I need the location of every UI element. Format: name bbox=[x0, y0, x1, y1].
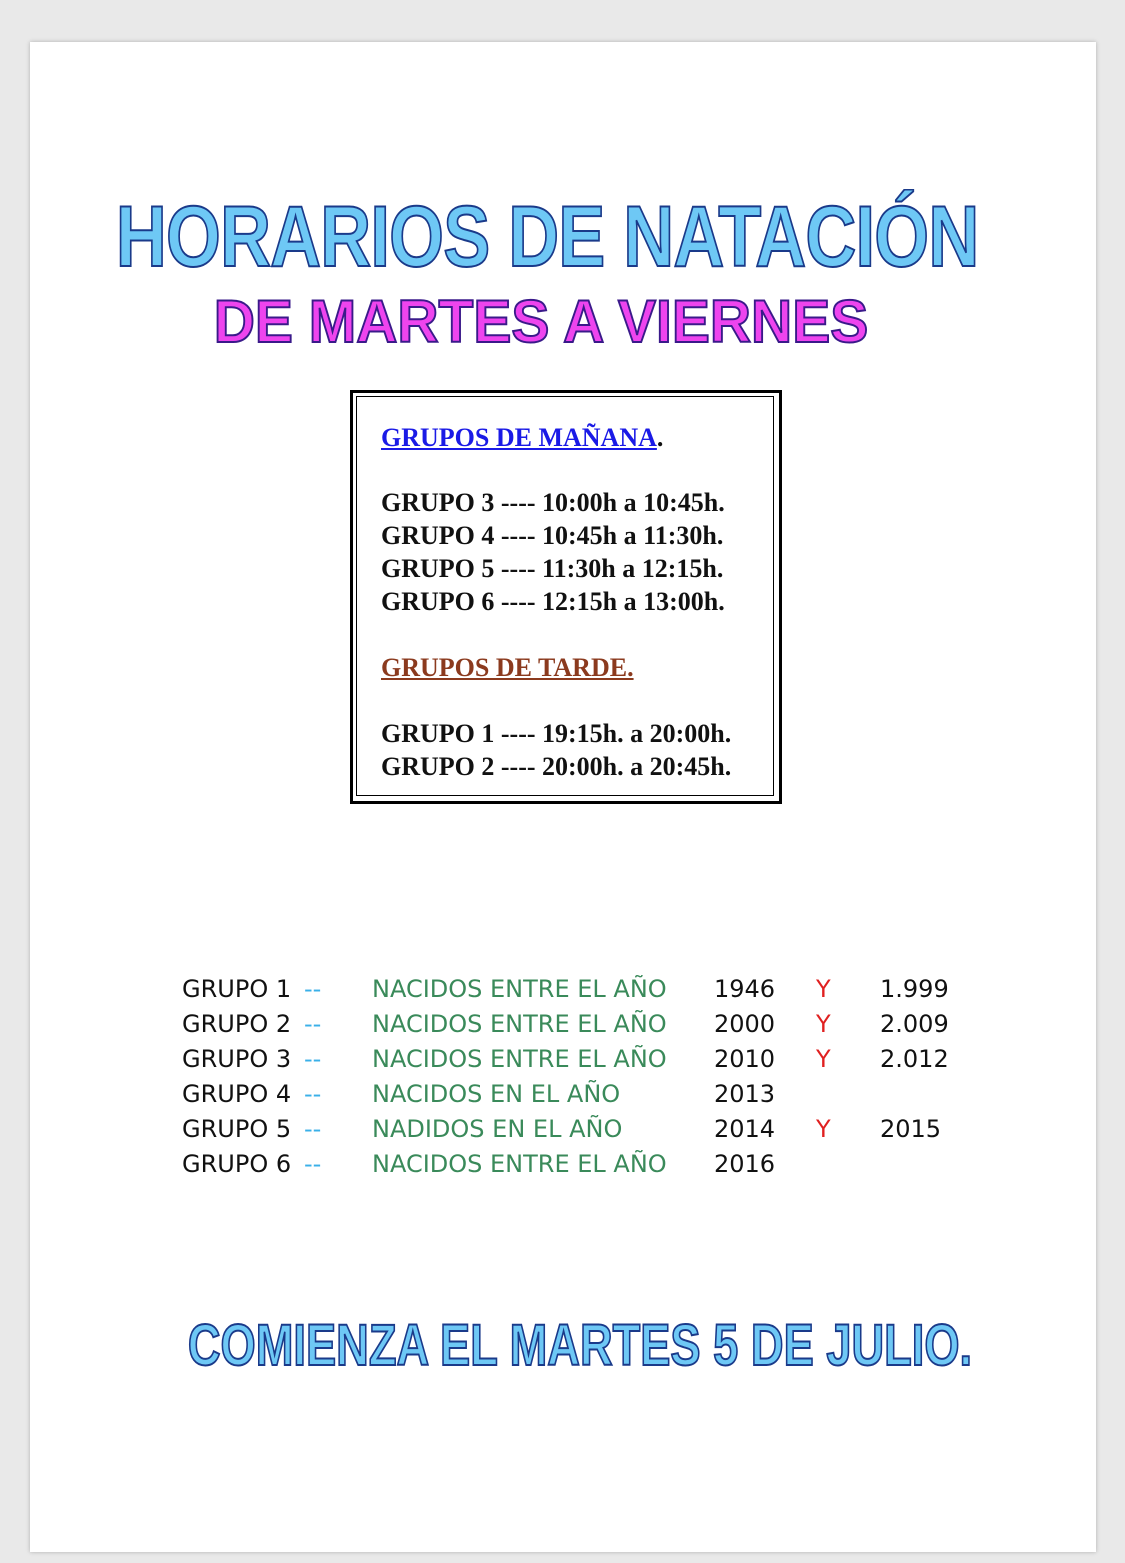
group-dash: -- bbox=[304, 1115, 322, 1143]
page-title: HORARIOS DE NATACIÓN bbox=[115, 189, 979, 285]
morning-heading-suffix: . bbox=[656, 423, 664, 452]
group-and: Y bbox=[816, 1010, 831, 1038]
group-name: GRUPO 2 bbox=[182, 1010, 292, 1038]
start-date-banner: COMIENZA EL MARTES 5 DE JULIO. bbox=[187, 1313, 973, 1378]
group-and: Y bbox=[816, 1045, 831, 1073]
group-name: GRUPO 4 bbox=[182, 1080, 292, 1108]
group-dash: -- bbox=[304, 1080, 322, 1108]
schedule-line: GRUPO 6 ---- 12:15h a 13:00h. bbox=[381, 587, 725, 616]
afternoon-heading: GRUPOS DE TARDE. bbox=[381, 653, 634, 682]
schedule-line: GRUPO 2 ---- 20:00h. a 20:45h. bbox=[381, 752, 732, 781]
group-year-start: 2016 bbox=[714, 1150, 776, 1178]
group-dash: -- bbox=[304, 1045, 322, 1073]
group-year-start: 2000 bbox=[714, 1010, 776, 1038]
morning-heading-line bbox=[381, 423, 663, 453]
group-dash: -- bbox=[304, 975, 322, 1003]
page-subtitle: DE MARTES A VIERNES bbox=[213, 288, 869, 355]
group-description: NACIDOS ENTRE EL AÑO bbox=[372, 1150, 667, 1178]
group-dash: -- bbox=[304, 1010, 322, 1038]
group-year-end: 2.009 bbox=[880, 1010, 949, 1038]
schedule-box bbox=[350, 390, 782, 804]
group-year-start: 2013 bbox=[714, 1080, 776, 1108]
group-year-end: 2.012 bbox=[880, 1045, 949, 1073]
group-name: GRUPO 5 bbox=[182, 1115, 292, 1143]
group-name: GRUPO 6 bbox=[182, 1150, 292, 1178]
morning-heading: GRUPOS DE MAÑANA bbox=[381, 423, 657, 452]
group-year-start: 2010 bbox=[714, 1045, 776, 1073]
schedule-line: GRUPO 4 ---- 10:45h a 11:30h. bbox=[381, 521, 724, 550]
schedule-line: GRUPO 5 ---- 11:30h a 12:15h. bbox=[381, 554, 724, 583]
group-year-start: 2014 bbox=[714, 1115, 776, 1143]
group-year-end: 1.999 bbox=[880, 975, 949, 1003]
group-description: NACIDOS EN EL AÑO bbox=[372, 1080, 621, 1108]
group-dash: -- bbox=[304, 1150, 322, 1178]
group-description: NACIDOS ENTRE EL AÑO bbox=[372, 1045, 667, 1073]
schedule-line: GRUPO 1 ---- 19:15h. a 20:00h. bbox=[381, 719, 732, 748]
group-description: NADIDOS EN EL AÑO bbox=[372, 1115, 623, 1143]
group-and: Y bbox=[816, 975, 831, 1003]
group-year-end: 2015 bbox=[880, 1115, 942, 1143]
group-description: NACIDOS ENTRE EL AÑO bbox=[372, 1010, 667, 1038]
group-year-start: 1946 bbox=[714, 975, 776, 1003]
group-description: NACIDOS ENTRE EL AÑO bbox=[372, 975, 667, 1003]
group-name: GRUPO 1 bbox=[182, 975, 292, 1003]
schedule-box-inner bbox=[356, 396, 774, 796]
group-and: Y bbox=[816, 1115, 831, 1143]
group-name: GRUPO 3 bbox=[182, 1045, 292, 1073]
schedule-line: GRUPO 3 ---- 10:00h a 10:45h. bbox=[381, 488, 725, 517]
